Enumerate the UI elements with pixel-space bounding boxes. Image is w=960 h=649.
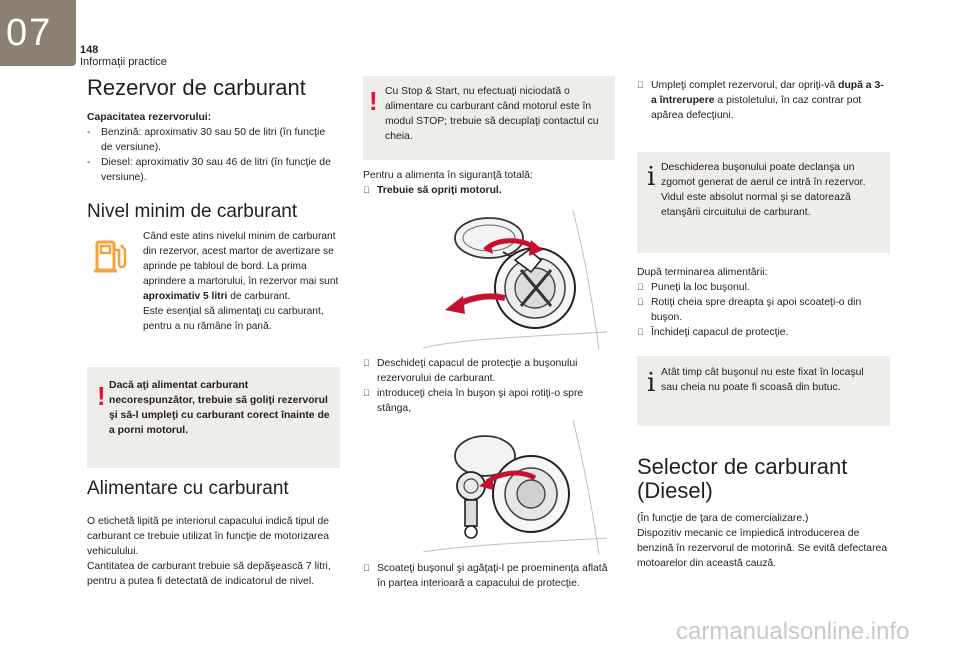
bullet-marker: [363, 183, 377, 198]
step-stop-engine: Trebuie să opriţi motorul.: [377, 185, 502, 196]
info-text-air-noise: Deschiderea buşonului poate declanşa un zgomot generat de aerul ce intră în rezervor. Vidul este absolut normal şi se datorează etanşării circuitului de carburant.: [661, 162, 866, 218]
chapter-tab: [0, 0, 76, 66]
refuel-section: [87, 478, 340, 589]
bullet-marker: [637, 78, 651, 123]
dash-marker: -: [87, 127, 91, 138]
step-fill-bold: după a 3-a întrerupere: [651, 80, 884, 106]
bullet-marker: [363, 561, 377, 591]
step-fill-tank: [637, 78, 889, 123]
selector-text-2: Dispozitiv mecanic ce împiedică introducerea de benzină în rezervorul de motorină. Se evită defectarea motoarelor din această cauză.: [637, 528, 888, 569]
info-text-cap-lock: Atât timp cât buşonul nu este fixat în locaşul sau cheia nu poate fi scoasă din butuc.: [661, 367, 864, 393]
refuel-steps: [363, 356, 615, 416]
after-step-refit-cap: Puneţi la loc buşonul.: [651, 282, 750, 293]
capacity-item: [87, 155, 339, 185]
bullet-marker: [363, 356, 377, 386]
warning-icon: !: [369, 86, 378, 116]
chapter-number: 07: [6, 12, 53, 54]
fuel-warning-lamp-icon: [94, 236, 130, 276]
page-number: 148: [80, 44, 99, 56]
selector-text-1: (În funcţie de ţara de comercializare.): [637, 513, 809, 524]
warning-text-stop-start: Cu Stop & Start, nu efectuaţi niciodată o alimentare cu carburant când motorul este în modul STOP; trebuie să decuplaţi contactul cu cheia.: [385, 86, 599, 142]
bullet-marker: [637, 280, 651, 295]
after-refuel-intro: După terminarea alimentării:: [637, 267, 768, 278]
step-item: [363, 356, 615, 386]
capacity-item: [87, 125, 339, 155]
step-item: [637, 78, 889, 123]
fuel-cap-hook-illustration: [423, 420, 607, 554]
warning-box-stop-start: [363, 76, 615, 160]
fuel-cap-key-illustration: [423, 210, 607, 350]
after-refuel: [637, 265, 889, 340]
warning-text-wrong-fuel: Dacă aţi alimentat carburant necorespunzător, trebuie să goliţi rezervorul şi să-l umpleţi cu carburant corect înainte de a porni motorul.: [109, 380, 330, 436]
refuel-text-2: Cantitatea de carburant trebuie să depăşească 7 litri, pentru a putea fi detectată de indicatorul de nivel.: [87, 561, 331, 587]
info-box-cap-lock: [637, 356, 890, 426]
capacity-petrol: Benzină: aproximativ 30 sau 50 de litri (în funcţie de versiune).: [101, 127, 326, 153]
step-item: [363, 386, 615, 416]
after-step: [637, 295, 889, 325]
min-level-text-3: Este esenţial să alimentaţi cu carburant, pentru a nu rămâne în pană.: [143, 306, 324, 332]
capacity-diesel: Diesel: aproximativ 30 sau 46 de litri (în funcţie de versiune).: [101, 157, 331, 183]
info-box-air-noise: [637, 152, 890, 253]
refuel-intro: [363, 168, 615, 198]
min-level-text-2: de carburant.: [227, 291, 291, 302]
info-icon: i: [647, 162, 656, 192]
section-name: Informaţii practice: [80, 56, 167, 68]
after-step: [637, 280, 889, 295]
section-title-diesel-selector: Selector de carburant (Diesel): [637, 454, 848, 503]
warning-box-wrong-fuel: [87, 367, 340, 468]
page-title: Rezervor de carburant: [87, 75, 306, 100]
watermark: carmanualsonline.info: [676, 618, 910, 645]
refuel-intro-text: Pentru a alimenta în siguranţă totală:: [363, 170, 533, 181]
bullet-marker: [637, 325, 651, 340]
dash-marker: -: [87, 157, 91, 168]
section-title-refuel: Alimentare cu carburant: [87, 478, 289, 499]
refuel-text-1: O etichetă lipită pe interiorul capacului indică tipul de carburant ce trebuie utilizat în funcţie de motorizarea vehiculului.: [87, 516, 330, 557]
after-step: [637, 325, 889, 340]
after-step-turn-key: Rotiţi cheia spre dreapta şi apoi scoateţi-o din buşon.: [651, 297, 862, 323]
after-step-close-cover: Închideţi capacul de protecţie.: [651, 327, 789, 338]
capacity-heading: Capacitatea rezervorului:: [87, 112, 212, 123]
step-open-cover: Deschideţi capacul de protecţie a buşonului rezervorului de carburant.: [377, 358, 578, 384]
min-level-text: [143, 229, 343, 334]
step-fill-text-2: a pistoletului, în caz contrar pot apărea defecţiuni.: [651, 95, 862, 121]
column-1: [87, 76, 339, 223]
warning-icon: !: [97, 381, 106, 411]
section-title-min-level: Nivel minim de carburant: [87, 201, 298, 222]
step-remove-cap: Scoateţi buşonul şi agăţaţi-l pe proeminenţa aflată în partea interioară a capacului de protecţie.: [377, 563, 608, 589]
info-icon: i: [647, 368, 656, 398]
refuel-step-remove: [363, 561, 615, 591]
diesel-selector-section: [637, 455, 889, 571]
step-item: [363, 561, 615, 591]
bullet-marker: [637, 295, 651, 325]
bullet-marker: [363, 386, 377, 416]
step-insert-key: introduceţi cheia în buşon şi apoi rotiţi-o spre stânga,: [377, 388, 584, 414]
step-fill-text-1: Umpleţi complet rezervorul, dar opriţi-vă: [651, 80, 839, 91]
min-level-text-1: Când este atins nivelul minim de carburant din rezervor, acest martor de avertizare se aprinde pe tabloul de bord. La prima aprindere a martorului, în rezervor mai sunt: [143, 231, 339, 287]
min-level-bold: aproximativ 5 litri: [143, 291, 228, 302]
